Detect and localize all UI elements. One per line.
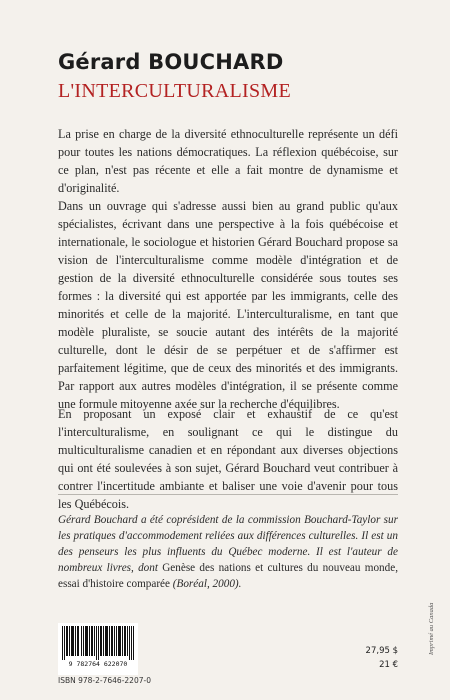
barcode (58, 623, 138, 675)
section-divider (58, 494, 398, 495)
author-name: Gérard BOUCHARD (58, 50, 284, 74)
author-bio (58, 512, 398, 592)
bio-book-title: Genèse des nations et cultures du nouveau monde, essai d'histoire comparée (58, 562, 398, 590)
book-title: L'INTERCULTURALISME (58, 80, 292, 102)
barcode-bars-icon (62, 626, 134, 660)
barcode-digits: 9 782764 622070 (68, 660, 128, 668)
paragraph-2: Dans un ouvrage qui s'adresse aussi bien au grand public qu'aux spécialistes, écrivant dans une perspective à la fois québécoise et internationale, le sociologue et historien Gérard Bouchard propose sa vision de l'interculturalisme comme modèle d'intégration et de gestion de la diversité ethnoculturelle considérée sous toutes ses formes : la diversité qui est apportée par les immigrants, celle des minorités et celle de la majorité. L'interculturalisme, en tant que modèle pluraliste, se soucie autant des intérêts de la majorité culturelle, dont le désir de se perpétuer et de s'affirmer est parfaitement légitime, que de ceux des minorités et des immigrants. Par rapport aux autres modèles d'intégration, il se présente comme une formule mitoyenne axée sur la recherche d'équilibres. (58, 199, 398, 411)
paragraph-3: En proposant un exposé clair et exhaustif de ce qu'est l'interculturalisme, en soulignant ce qui le distingue du multiculturalisme canadien et en répondant aux diverses objections qui ont été soulevées à son sujet, Gérard Bouchard veut contribuer à contrer l'incertitude ambiante et baliser une voie d'avenir pour tous les Québécois. (58, 407, 398, 511)
printed-in-label: Imprimé au Canada (428, 602, 435, 655)
paragraph-1: La prise en charge de la diversité ethnoculturelle représente un défi pour toutes les nations démocratiques. La réflexion québécoise, sur ce plan, n'est pas récente et elle a fait montre de dynamisme et d'originalité. (58, 127, 398, 195)
price-cad: 27,95 $ (365, 646, 398, 656)
price-eur: 21 € (379, 660, 398, 670)
bio-text-1: Gérard Bouchard a été coprésident de la commission Bouchard-Taylor sur les pratiques d'accommodement reliées aux différences culturelles. Il est un des penseurs les plus influents du Québec moderne. Il est l'auteur de nombreux livres, dont (58, 514, 398, 574)
isbn: ISBN 978-2-7646-2207-0 (58, 676, 151, 685)
bio-text-2: (Boréal, 2000). (169, 578, 242, 590)
